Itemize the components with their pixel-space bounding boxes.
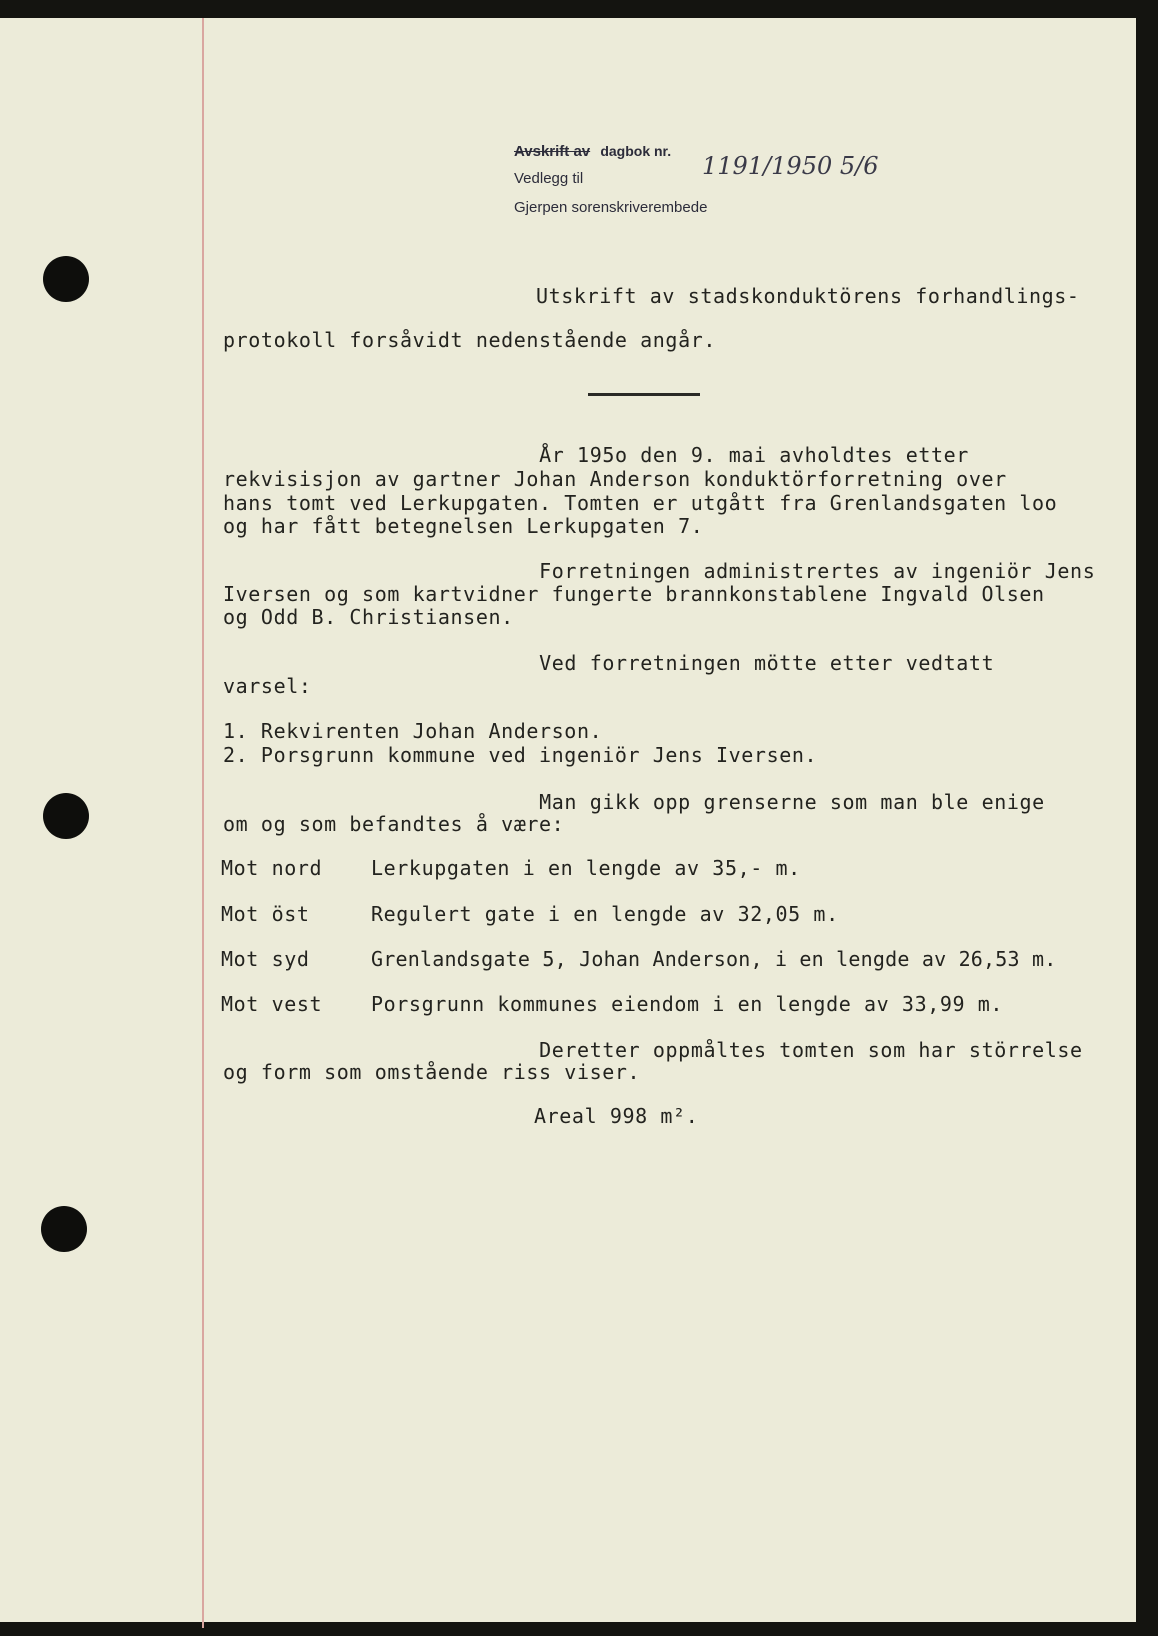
heading-line2: protokoll forsåvidt nedenstående angår. (223, 328, 716, 352)
scan-edge-right (1136, 0, 1158, 1636)
p4-line2: om og som befandtes å være: (223, 812, 565, 836)
p4-line1: Man gikk opp grenserne som man ble enige (438, 790, 1045, 814)
boundary-west-text: Porsgrunn kommunes eiendom i en lengde av 33,99 m. (371, 992, 1004, 1016)
stamp-dagbok-label: dagbok nr. (600, 143, 672, 159)
boundary-north-direction: Mot nord (221, 856, 323, 880)
attendee-1: 1. Rekvirenten Johan Anderson. (223, 719, 603, 743)
boundary-north-text: Lerkupgaten i en lengde av 35,- m. (371, 856, 801, 880)
p3-line2: varsel: (223, 674, 312, 698)
p5-line1: Deretter oppmåltes tomten som har störrelse (438, 1038, 1083, 1062)
p1-line4: og har fått betegnelsen Lerkupgaten 7. (223, 514, 704, 538)
boundary-west-direction: Mot vest (221, 992, 323, 1016)
stamp-office: Gjerpen sorenskriverembede (514, 199, 708, 216)
stamp-line1 (514, 143, 671, 160)
scan-edge-top (0, 0, 1158, 18)
p1-line2: rekvisisjon av gartner Johan Anderson konduktörforretning over (223, 467, 1007, 491)
punch-hole-top (43, 256, 89, 302)
p2-line1: Forretningen administrertes av ingeniör Jens (438, 559, 1096, 583)
separator-rule (588, 393, 700, 396)
p2-line2: Iversen og som kartvidner fungerte brannkonstablene Ingvald Olsen (223, 582, 1045, 606)
boundary-south-text: Grenlandsgate 5, Johan Anderson, i en lengde av 26,53 m. (371, 947, 1057, 971)
scan-edge-bottom (0, 1622, 1158, 1636)
stamp-avskrift: Avskrift av (514, 143, 591, 160)
p1-line3: hans tomt ved Lerkupgaten. Tomten er utgått fra Grenlandsgaten loo (223, 491, 1058, 515)
attendee-2: 2. Porsgrunn kommune ved ingeniör Jens Iversen. (223, 743, 818, 767)
area-value: Areal 998 m². (534, 1104, 699, 1128)
stamp-vedlegg: Vedlegg til (514, 170, 584, 187)
boundary-south-direction: Mot syd (221, 947, 310, 971)
boundary-east-text: Regulert gate i en lengde av 32,05 m. (371, 902, 839, 926)
p1-line1: År 195o den 9. mai avholdtes etter (438, 443, 969, 467)
margin-line (202, 18, 204, 1628)
punch-hole-bottom (41, 1206, 87, 1252)
punch-hole-middle (43, 793, 89, 839)
p2-line3: og Odd B. Christiansen. (223, 605, 514, 629)
p5-line2: og form som omstående riss viser. (223, 1060, 641, 1084)
p3-line1: Ved forretningen mötte etter vedtatt (438, 651, 995, 675)
boundary-east-direction: Mot öst (221, 902, 310, 926)
stamp-handwritten-number: 1191/1950 5/6 (702, 152, 879, 180)
heading-line1: Utskrift av stadskonduktörens forhandlings- (536, 284, 1080, 308)
